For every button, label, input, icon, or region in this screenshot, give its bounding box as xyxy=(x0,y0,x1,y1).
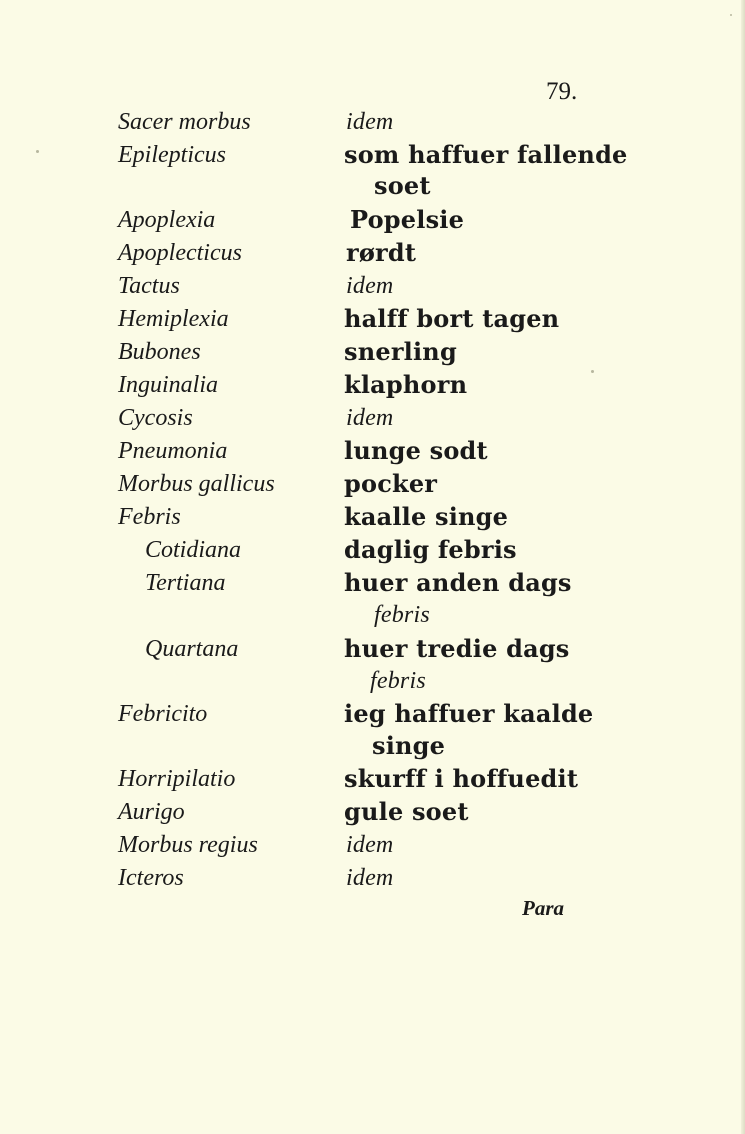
danish-term: idem xyxy=(346,273,394,299)
danish-term: idem xyxy=(346,109,394,135)
latin-term: Febris xyxy=(118,504,181,530)
latin-term: Aurigo xyxy=(118,799,185,825)
danish-term: klaphorn xyxy=(344,370,468,399)
danish-term: Popelsie xyxy=(350,205,465,234)
danish-term: ieg haffuer kaalde xyxy=(344,699,594,728)
danish-term: huer anden dags xyxy=(344,568,572,597)
latin-subterm: Cotidiana xyxy=(145,537,242,563)
danish-term: kaalle singe xyxy=(344,502,509,531)
latin-term: Pneumonia xyxy=(118,438,228,464)
latin-term: Apoplecticus xyxy=(118,240,242,266)
catchword: Para xyxy=(522,896,564,920)
latin-term: Febricito xyxy=(118,701,208,727)
danish-term: lunge sodt xyxy=(344,436,488,465)
danish-term-continuation: singe xyxy=(372,731,446,760)
danish-term-continuation: soet xyxy=(374,171,431,200)
danish-term: idem xyxy=(346,832,394,858)
danish-term-continuation: febris xyxy=(374,602,430,628)
latin-term: Bubones xyxy=(118,339,201,365)
danish-term: snerling xyxy=(344,337,457,366)
latin-term: Hemiplexia xyxy=(118,306,229,332)
latin-term: Morbus regius xyxy=(118,832,258,858)
danish-term: som haffuer fallende xyxy=(344,140,628,169)
danish-term: idem xyxy=(346,865,394,891)
danish-term: huer tredie dags xyxy=(344,634,570,663)
latin-term: Epilepticus xyxy=(118,142,226,168)
latin-subterm: Tertiana xyxy=(145,570,226,596)
latin-term: Icteros xyxy=(118,865,184,891)
danish-term: daglig febris xyxy=(344,535,517,564)
danish-term-continuation: febris xyxy=(370,668,426,694)
latin-term: Inguinalia xyxy=(118,372,218,398)
latin-term: Morbus gallicus xyxy=(118,471,275,497)
danish-term: gule soet xyxy=(344,797,469,826)
paper-speck xyxy=(36,150,39,153)
danish-term: halff bort tagen xyxy=(344,304,560,333)
latin-term: Cycosis xyxy=(118,405,193,431)
danish-term: rørdt xyxy=(346,238,417,267)
danish-term: skurff i hoffuedit xyxy=(344,764,579,793)
page-number: 79. xyxy=(546,78,578,105)
latin-term: Tactus xyxy=(118,273,180,299)
latin-subterm: Quartana xyxy=(145,636,239,662)
danish-term: idem xyxy=(346,405,394,431)
latin-term: Horripilatio xyxy=(118,766,236,792)
paper-speck xyxy=(591,370,594,373)
danish-term: pocker xyxy=(344,469,438,498)
paper-speck xyxy=(730,14,732,16)
latin-term: Sacer morbus xyxy=(118,109,251,135)
latin-term: Apoplexia xyxy=(118,207,216,233)
